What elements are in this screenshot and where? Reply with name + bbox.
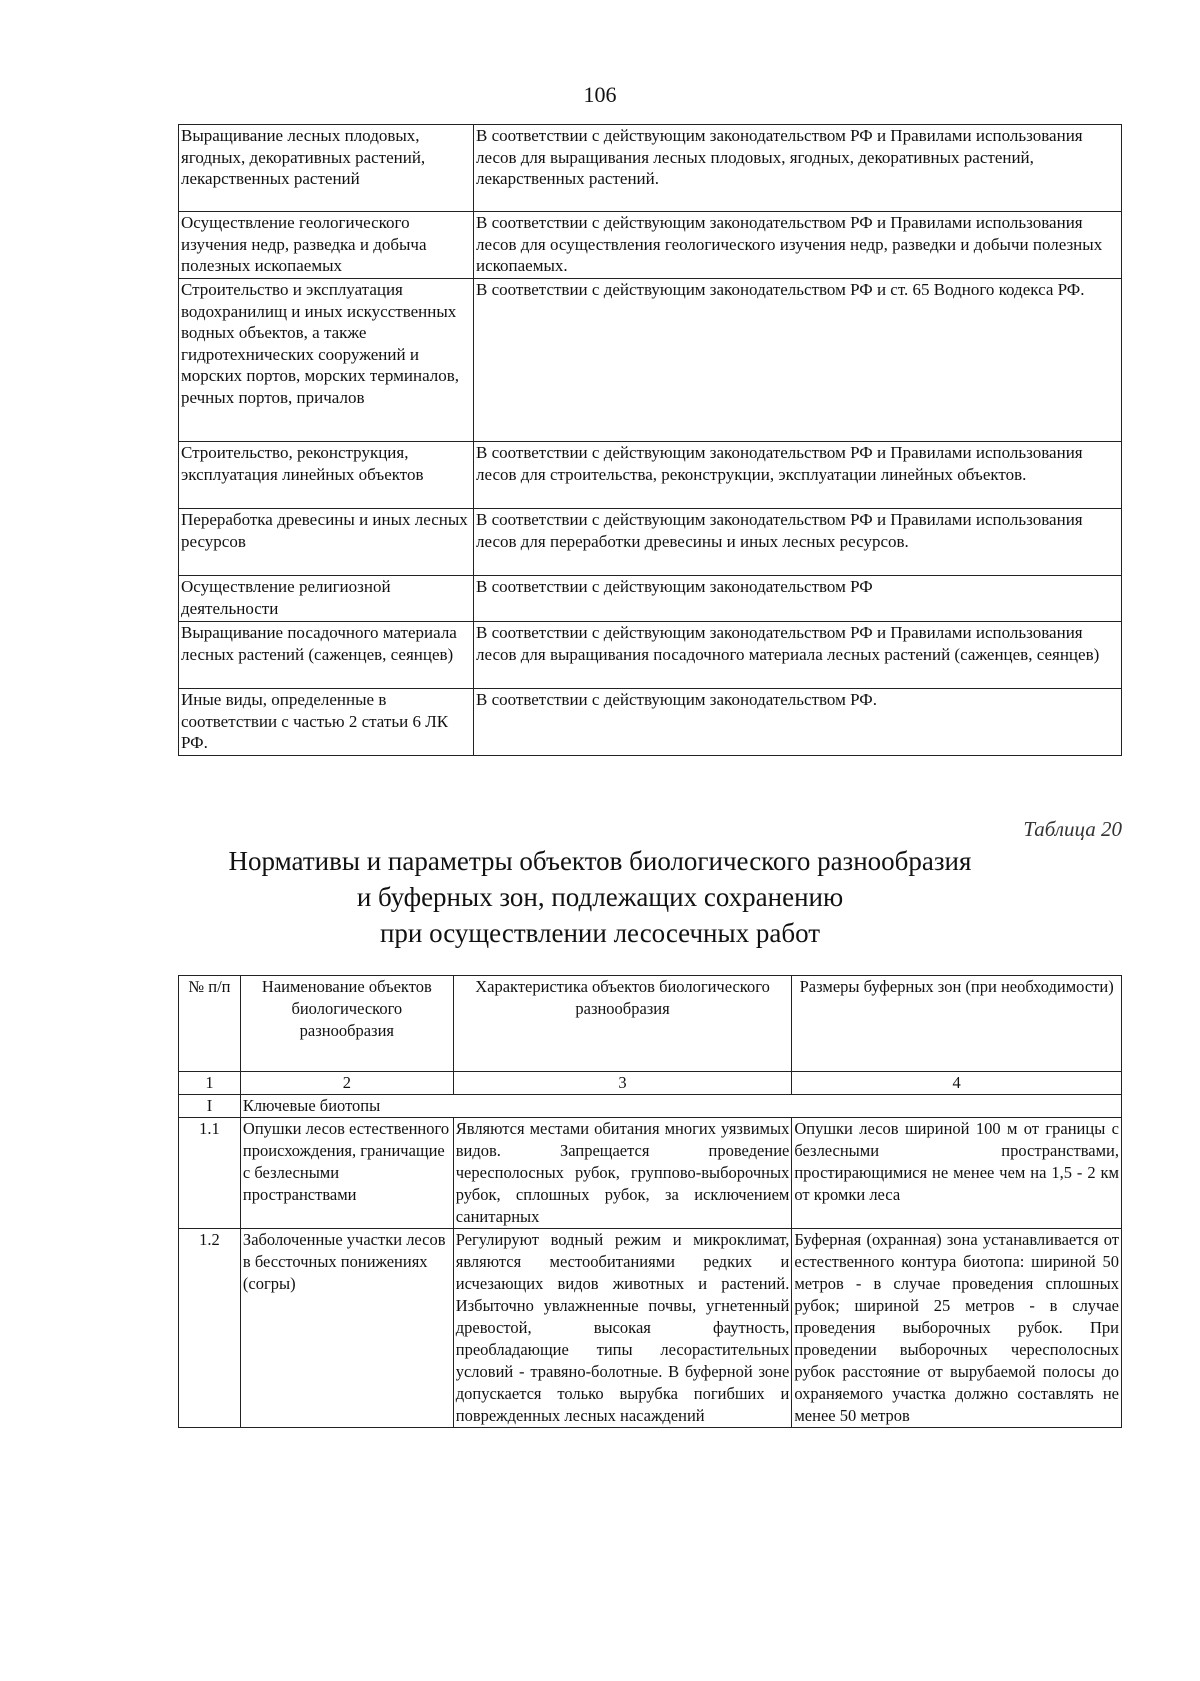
- buffer-zone: Опушки лесов шириной 100 м от границы с безлесными пространствами, простирающимися не менее чем на 1,5 - 2 км от кромки леса: [792, 1118, 1122, 1229]
- activity-regulation: В соответствии с действующим законодательством РФ и Правилами использования лесов для осуществления геологического изучения недр, разведки и добычи полезных ископаемых.: [474, 212, 1122, 279]
- table-caption: Таблица 20: [1023, 817, 1122, 841]
- heading-line: при осуществлении лесосечных работ: [379, 918, 821, 948]
- table-row: [179, 442, 1122, 509]
- page-number: 106: [583, 82, 617, 107]
- section-row: [179, 1095, 1122, 1118]
- col-number: 1: [179, 1072, 241, 1095]
- table-row: [179, 622, 1122, 689]
- section-num: I: [179, 1095, 241, 1118]
- activity-name: Строительство и эксплуатация водохранилищ и иных искусственных водных объектов, а также гидротехнических сооружений и морских портов, морских терминалов, речных портов, причалов: [179, 279, 474, 442]
- heading-line: и буферных зон, подлежащих сохранению: [356, 882, 844, 912]
- table-row: [179, 125, 1122, 212]
- activity-regulation: В соответствии с действующим законодательством РФ и Правилами использования лесов для выращивания посадочного материала лесных растений (саженцев, сеянцев): [474, 622, 1122, 689]
- header-characteristic: Характеристика объектов биологического разнообразия: [453, 976, 792, 1072]
- activity-regulation: В соответствии с действующим законодательством РФ.: [474, 689, 1122, 756]
- activity-name: Переработка древесины и иных лесных ресурсов: [179, 509, 474, 576]
- activity-name: Иные виды, определенные в соответствии с частью 2 статьи 6 ЛК РФ.: [179, 689, 474, 756]
- activity-regulation: В соответствии с действующим законодательством РФ: [474, 576, 1122, 622]
- biodiversity-table: [178, 975, 1122, 1428]
- object-characteristic: Регулируют водный режим и микроклимат, являются местообитаниями редких и исчезающих видов животных и растений. Избыточно увлажненные почвы, угнетенный древостой, высокая фаутность, преобладающие типы лесорастительных условий - травяно-болотные. В буферной зоне допускается только вырубка погибших и поврежденных лесных насаждений: [453, 1229, 792, 1428]
- header-name: Наименование объектов биологического разнообразия: [240, 976, 453, 1072]
- table-row: [179, 1118, 1122, 1229]
- activity-regulation: В соответствии с действующим законодательством РФ и ст. 65 Водного кодекса РФ.: [474, 279, 1122, 442]
- section-heading: [0, 843, 1200, 951]
- table-row: [179, 212, 1122, 279]
- activity-name: Осуществление религиозной деятельности: [179, 576, 474, 622]
- activity-name: Осуществление геологического изучения недр, разведка и добыча полезных ископаемых: [179, 212, 474, 279]
- col-number: 4: [792, 1072, 1122, 1095]
- object-characteristic: Являются местами обитания многих уязвимых видов. Запрещается проведение чересполосных рубок, группово-выборочных рубок, сплошных рубок, за исключением санитарных: [453, 1118, 792, 1229]
- section-title: Ключевые биотопы: [240, 1095, 1121, 1118]
- buffer-zone: Буферная (охранная) зона устанавливается от естественного контура биотопа: шириной 50 метров - в случае проведения сплошных рубок; шириной 25 метров - в случае проведения выборочных рубок. При проведении выборочных чересполосных рубок расстояние от вырубаемой полосы до охраняемого участка должно составлять не менее 50 метров: [792, 1229, 1122, 1428]
- activity-regulation: В соответствии с действующим законодательством РФ и Правилами использования лесов для строительства, реконструкции, эксплуатации линейных объектов.: [474, 442, 1122, 509]
- table-row: [179, 576, 1122, 622]
- col-number: 3: [453, 1072, 792, 1095]
- activity-name: Выращивание лесных плодовых, ягодных, декоративных растений, лекарственных растений: [179, 125, 474, 212]
- table-row: [179, 1229, 1122, 1428]
- row-num: 1.1: [179, 1118, 241, 1229]
- activity-regulation: В соответствии с действующим законодательством РФ и Правилами использования лесов для переработки древесины и иных лесных ресурсов.: [474, 509, 1122, 576]
- object-name: Опушки лесов естественного происхождения, граничащие с безлесными пространствами: [240, 1118, 453, 1229]
- column-number-row: [179, 1072, 1122, 1095]
- row-num: 1.2: [179, 1229, 241, 1428]
- activity-regulation: В соответствии с действующим законодательством РФ и Правилами использования лесов для выращивания лесных плодовых, ягодных, декоративных растений, лекарственных растений.: [474, 125, 1122, 212]
- forest-use-table: [178, 124, 1122, 756]
- table-header-row: [179, 976, 1122, 1072]
- table-row: [179, 279, 1122, 442]
- table-row: [179, 509, 1122, 576]
- col-number: 2: [240, 1072, 453, 1095]
- table-row: [179, 689, 1122, 756]
- heading-line: Нормативы и параметры объектов биологического разнообразия: [228, 846, 972, 876]
- activity-name: Строительство, реконструкция, эксплуатация линейных объектов: [179, 442, 474, 509]
- header-num: № п/п: [179, 976, 241, 1072]
- activity-name: Выращивание посадочного материала лесных растений (саженцев, сеянцев): [179, 622, 474, 689]
- header-buffer: Размеры буферных зон (при необходимости): [792, 976, 1122, 1072]
- object-name: Заболоченные участки лесов в бессточных понижениях (согры): [240, 1229, 453, 1428]
